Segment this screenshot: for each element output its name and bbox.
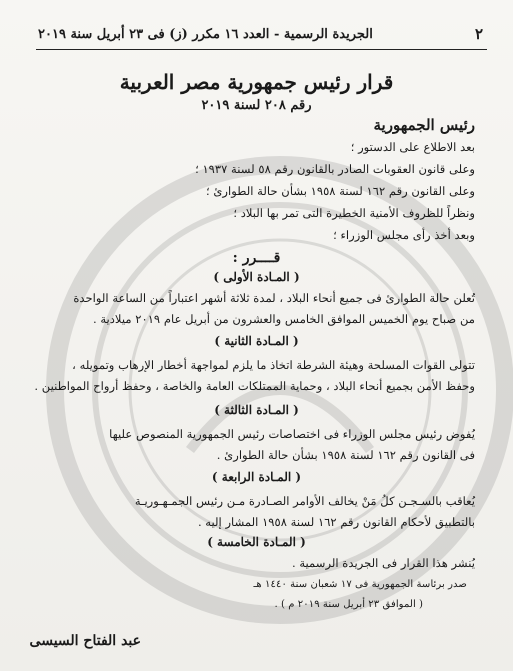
- article-text: [28, 355, 475, 397]
- article-heading: ( المـادة الأولى ): [213, 270, 300, 284]
- decree-title: قرار رئيس جمهورية مصر العربية: [119, 70, 394, 94]
- decided-heading: قــــرر :: [232, 250, 281, 266]
- page-number: ٢: [474, 25, 483, 43]
- gazette-issue-line: الجريدة الرسمية - العدد ١٦ مكرر (ز) فى ٢٣ أبريل سنة ٢٠١٩: [38, 26, 373, 42]
- article-heading: ( المـادة الثالثة ): [214, 403, 299, 417]
- preamble-line: وعلى القانون رقم ١٦٢ لسنة ١٩٥٨ بشأن حالة الطوارئ ؛: [205, 184, 475, 198]
- article-line: بالتطبيق لأحكام القانون رقم ١٦٢ لسنة ١٩٥٨ المشار إليه .: [197, 515, 475, 529]
- signature: عبد الفتاح السيسى: [29, 633, 141, 649]
- article-text: [28, 491, 475, 533]
- article-line: تُعلن حالة الطوارئ فى جميع أنحاء البلاد ، لمدة ثلاثة أشهر اعتباراً من الساعة الواحدة: [73, 291, 475, 305]
- article-heading: ( المـادة الرابعة ): [211, 470, 302, 484]
- article-text: [28, 288, 475, 330]
- article-heading: ( المـادة الثانية ): [214, 334, 299, 348]
- gazette-header: [38, 24, 483, 44]
- article-line: وحفظ الأمن بجميع أنحاء البلاد ، وحماية الممتلكات العامة والخاصة ، وحفظ أرواح المواطنين .: [34, 379, 475, 393]
- decree-number: رقم ٢٠٨ لسنة ٢٠١٩: [201, 98, 312, 113]
- preamble-line: ونظراً للظروف الأمنية الخطيرة التى تمر بها البلاد ؛: [233, 206, 475, 220]
- article-line: يُعاقب بالسـجـن كلُ مَنْ يخالف الأوامر الصـادرة مـن رئيس الجمـهـوريـة: [134, 494, 475, 508]
- corresponding-date: ( الموافق ٢٣ أبريل سنة ٢٠١٩ م ) .: [274, 599, 423, 610]
- article-line: تتولى القوات المسلحة وهيئة الشرطة اتخاذ ما يلزم لمواجهة أخطار الإرهاب وتمويله ،: [72, 358, 475, 372]
- article-text: [28, 424, 475, 466]
- preamble-line: بعد الاطلاع على الدستور ؛: [350, 140, 475, 154]
- article-heading: ( المـادة الخامسة ): [207, 535, 306, 549]
- article-line: من صباح يوم الخميس الموافق الخامس والعشرون من أبريل عام ٢٠١٩ ميلادية .: [92, 312, 475, 326]
- article-line: يُنشر هذا القرار فى الجريدة الرسمية .: [291, 556, 475, 570]
- article-line: يُفوض رئيس مجلس الوزراء فى اختصاصات رئيس الجمهورية المنصوص عليها: [109, 427, 475, 441]
- preamble-line: وعلى قانون العقوبات الصادر بالقانون رقم ٥٨ لسنة ١٩٣٧ ؛: [195, 162, 475, 176]
- preamble-line: وبعد أخذ رأى مجلس الوزراء ؛: [333, 228, 475, 242]
- article-line: فى القانون رقم ١٦٢ لسنة ١٩٥٨ بشأن حالة الطوارئ .: [216, 448, 475, 462]
- decree-issuer: رئيس الجمهورية: [373, 116, 475, 134]
- issued-date: صدر برئاسة الجمهورية فى ١٧ شعبان سنة ١٤٤٠ هـ: [253, 579, 467, 590]
- header-divider: [36, 49, 487, 50]
